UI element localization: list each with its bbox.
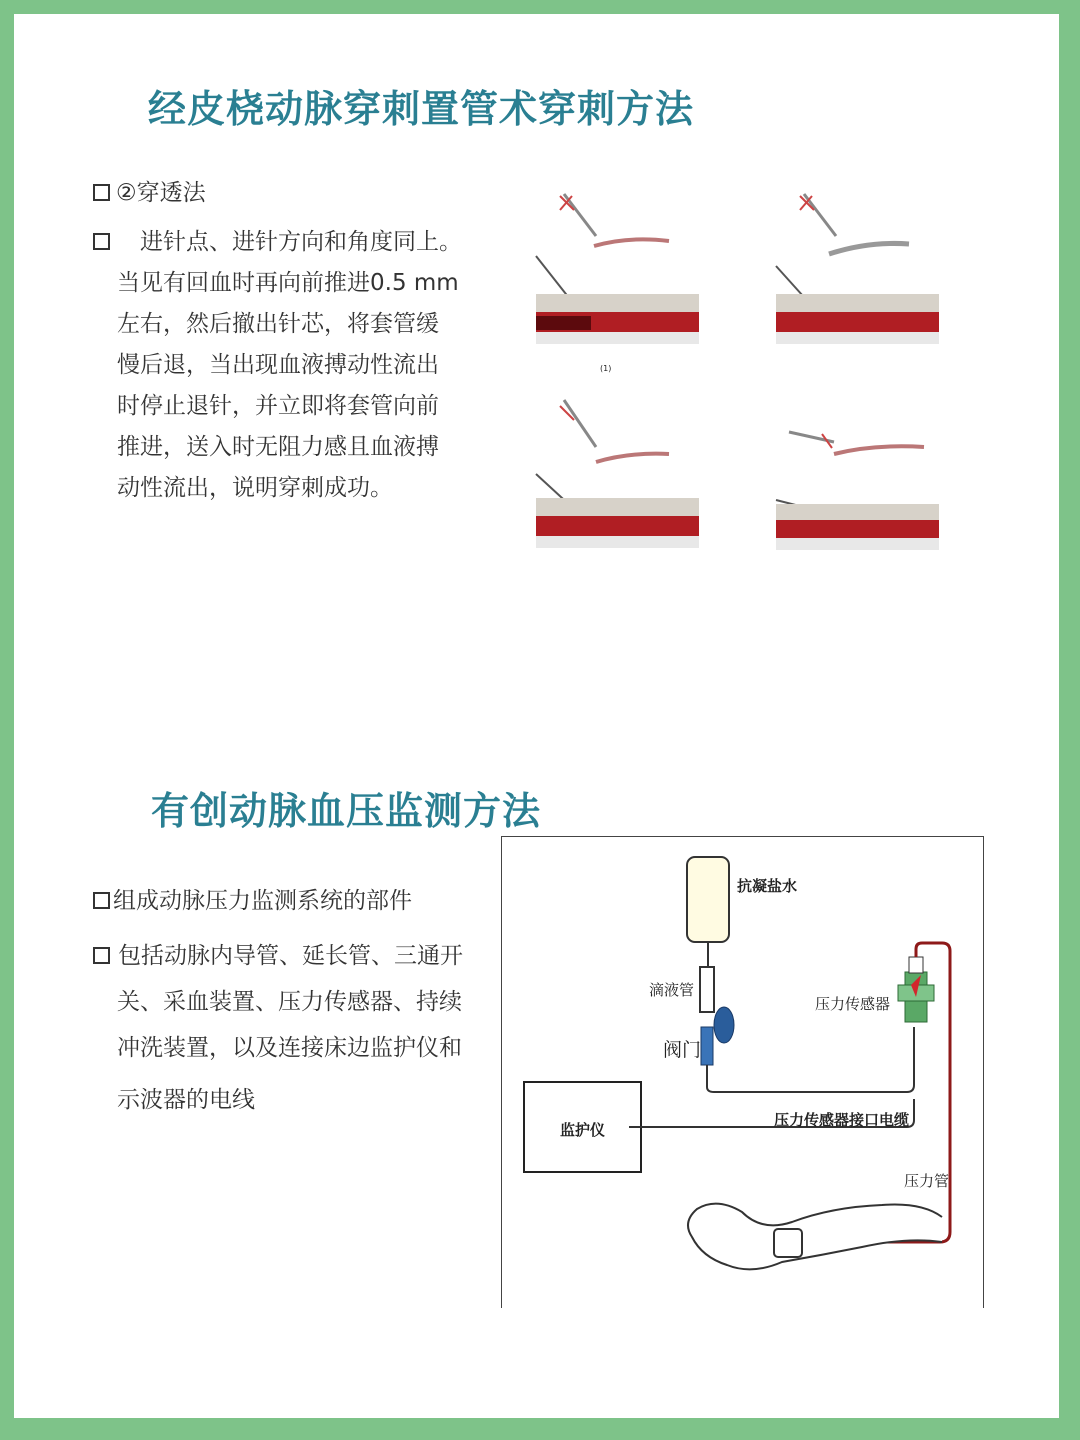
- checkbox-icon: [93, 892, 110, 909]
- label-cable: 压力传感器接口电缆: [774, 1111, 910, 1129]
- paragraph-line: 慢后退，当出现血液搏动性流出: [117, 352, 439, 378]
- checkbox-icon: [93, 233, 110, 250]
- section2-title: 有创动脉血压监测方法: [151, 789, 542, 833]
- components-heading-label: 组成动脉压力监测系统的部件: [113, 888, 412, 914]
- paragraph-line: 冲洗装置，以及连接床边监护仪和: [117, 1035, 462, 1061]
- label-saline: 抗凝盐水: [737, 877, 798, 895]
- label-monitor: 监护仪: [560, 1121, 606, 1139]
- paragraph-line: 推进，送入时无阻力感且血液搏: [117, 434, 439, 460]
- section2-paragraph: [93, 933, 463, 1123]
- section1-paragraph: [93, 222, 462, 509]
- monitoring-diagram: [501, 836, 984, 1308]
- method-label: ②穿透法: [116, 180, 206, 206]
- paragraph-line: 示波器的电线: [117, 1087, 255, 1113]
- paragraph-line: 动性流出，说明穿刺成功。: [117, 475, 393, 501]
- paragraph-line: 时停止退针，并立即将套管向前: [117, 393, 439, 419]
- paragraph-line: 关、采血装置、压力传感器、持续: [117, 989, 462, 1015]
- paragraph-line: 包括动脉内导管、延长管、三通开: [93, 933, 463, 979]
- checkbox-icon: [93, 184, 110, 201]
- puncture-figure-4: [774, 392, 939, 557]
- label-valve: 阀门: [663, 1039, 702, 1061]
- method-heading: [93, 174, 206, 207]
- puncture-figure-2: [774, 186, 939, 351]
- label-transducer: 压力传感器: [815, 995, 891, 1013]
- puncture-figure-1: [534, 186, 699, 351]
- paragraph-line: 当见有回血时再向前推进0.5 mm: [117, 270, 459, 296]
- label-drip-tube: 滴液管: [649, 981, 695, 999]
- checkbox-icon: [93, 947, 110, 964]
- paragraph-line: 左右，然后撤出针芯，将套管缓: [117, 311, 439, 337]
- figure-small-label: (1): [600, 364, 612, 373]
- components-heading: [93, 882, 412, 915]
- paragraph-line: 进针点、进针方向和角度同上。: [93, 222, 462, 263]
- section1-title: 经皮桡动脉穿刺置管术穿刺方法: [148, 87, 695, 131]
- page: [14, 14, 1059, 1418]
- puncture-figure-3: [534, 392, 699, 557]
- label-pressure-tube: 压力管: [904, 1172, 950, 1190]
